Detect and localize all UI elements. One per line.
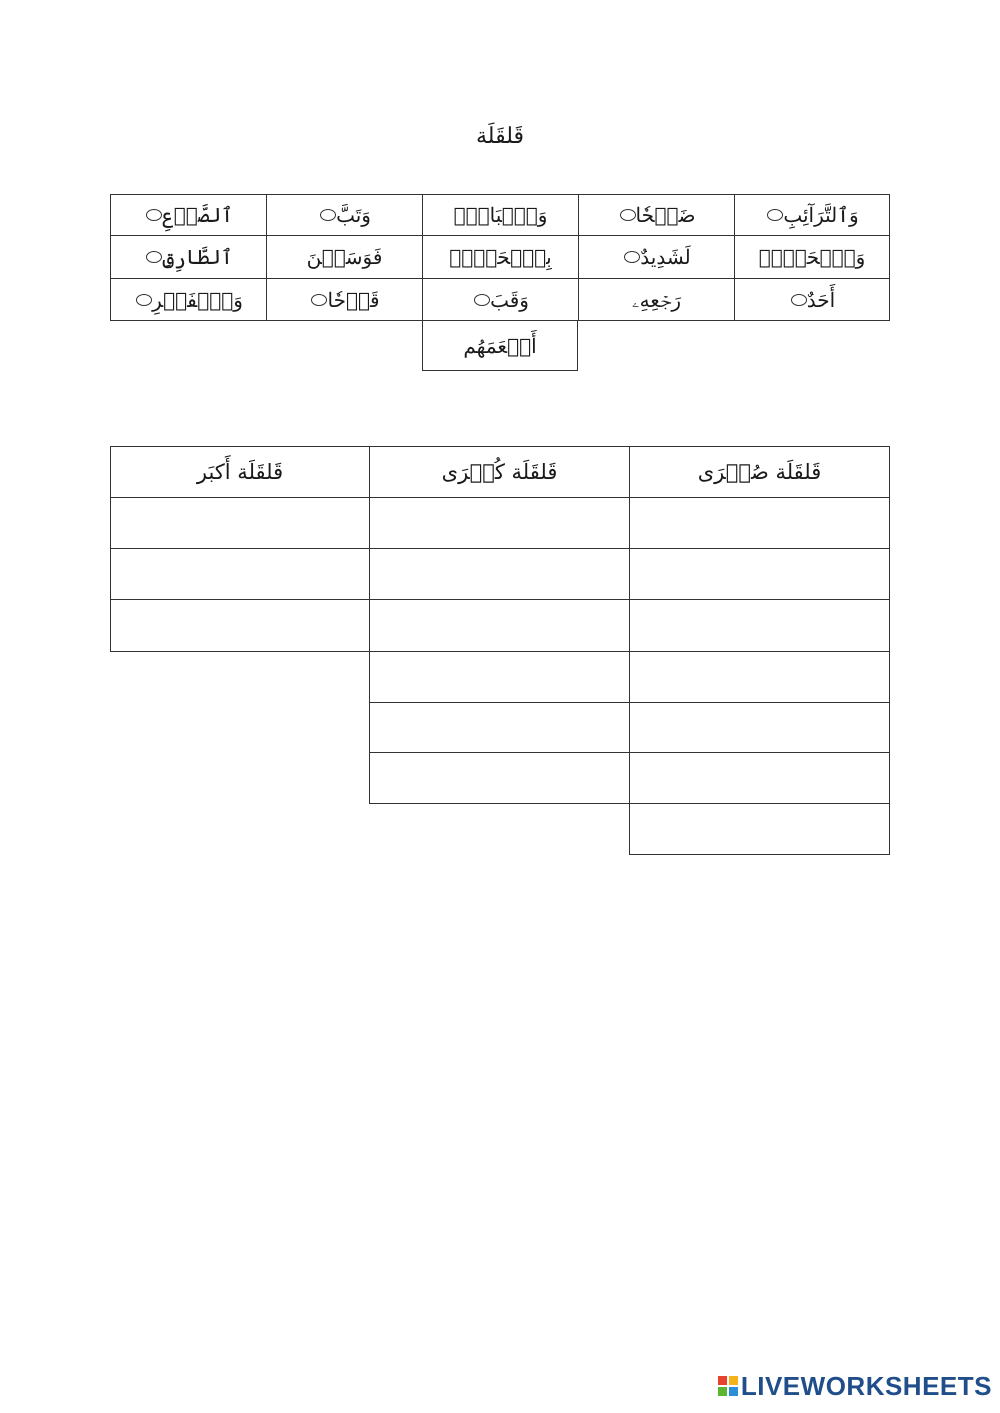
answer-drop-cell[interactable] xyxy=(110,599,370,652)
worksheet-title: قَلقَلَة xyxy=(475,124,524,149)
word-text: وَتَبَّ xyxy=(336,203,371,227)
word-cell xyxy=(578,278,735,321)
answer-drop-cell[interactable] xyxy=(369,651,630,703)
word-cell xyxy=(734,278,890,321)
answer-drop-cell[interactable] xyxy=(369,752,630,804)
answer-drop-cell[interactable] xyxy=(629,752,890,804)
answer-drop-cell[interactable] xyxy=(369,702,630,753)
word-cell xyxy=(422,320,578,371)
answer-drop-cell[interactable] xyxy=(629,651,890,703)
logo-text: LIVEWORKSHEETS xyxy=(740,1370,992,1401)
word-cell xyxy=(578,235,735,279)
word-cell xyxy=(578,194,735,236)
logo-squares-icon xyxy=(718,1376,738,1396)
word-text: وَقَبَ xyxy=(490,287,529,312)
answer-drop-cell[interactable] xyxy=(369,497,630,549)
word-cell xyxy=(110,278,267,321)
word-cell xyxy=(266,235,423,279)
logo-square xyxy=(729,1387,738,1396)
answer-drop-cell[interactable] xyxy=(110,497,370,549)
ayah-end-mark-icon xyxy=(320,209,336,221)
word-text: وَٱلۡفَجۡرِ xyxy=(152,287,243,312)
answer-drop-cell[interactable] xyxy=(369,548,630,600)
word-text: وَٱلتَّرَآئِبِ xyxy=(783,203,859,227)
word-text: ضَبۡحٗا xyxy=(635,203,696,227)
ayah-end-mark-icon xyxy=(146,251,162,263)
answer-drop-cell[interactable] xyxy=(369,599,630,652)
word-text: وَٱلۡحَجِّۚ xyxy=(758,245,866,269)
word-cell xyxy=(110,194,267,236)
word-text: ٱلصَّدۡعِ xyxy=(162,203,233,227)
column-header-sughra: قَلقَلَة صُغۡرَى xyxy=(629,446,890,498)
word-text: فَوَسَطۡنَ xyxy=(306,245,383,269)
liveworksheets-logo xyxy=(718,1371,992,1401)
word-text: أَحَدٌ xyxy=(806,287,836,312)
ayah-end-mark-icon xyxy=(791,294,807,306)
column-header-kubra: قَلقَلَة كُبۡرَى xyxy=(369,446,630,498)
ayah-end-mark-icon xyxy=(311,294,327,306)
ayah-end-mark-icon xyxy=(474,294,490,306)
word-text: وَٱلۡبَادِۚ xyxy=(453,203,548,227)
answer-drop-cell[interactable] xyxy=(629,497,890,549)
word-cell xyxy=(266,194,423,236)
ayah-end-mark-icon xyxy=(624,251,640,263)
word-cell xyxy=(422,194,579,236)
word-cell xyxy=(422,278,579,321)
answer-drop-cell[interactable] xyxy=(629,702,890,753)
logo-square xyxy=(718,1376,727,1385)
ayah-end-mark-icon xyxy=(136,294,152,306)
word-cell xyxy=(110,235,267,279)
word-text: بِٱلۡحَقِّۗ xyxy=(449,245,552,269)
column-header-akbar: قَلقَلَة أَكبَر xyxy=(110,446,370,498)
word-text: أَطۡعَمَهُم xyxy=(463,333,537,358)
ayah-end-mark-icon xyxy=(767,209,783,221)
ayah-end-mark-icon xyxy=(146,209,162,221)
word-text: ٱلطَّارِقِ xyxy=(162,245,233,269)
answer-drop-cell[interactable] xyxy=(629,599,890,652)
word-text: لَشَدِيدٌ xyxy=(640,245,691,269)
word-cell xyxy=(266,278,423,321)
word-text: قَدۡحٗا xyxy=(327,287,380,312)
ayah-end-mark-icon xyxy=(620,209,636,221)
logo-square xyxy=(718,1387,727,1396)
word-cell xyxy=(422,235,579,279)
answer-drop-cell[interactable] xyxy=(629,803,890,855)
logo-square xyxy=(729,1376,738,1385)
answer-drop-cell[interactable] xyxy=(629,548,890,600)
word-cell xyxy=(734,235,890,279)
answer-drop-cell[interactable] xyxy=(110,548,370,600)
word-cell xyxy=(734,194,890,236)
word-text: رَجۡعِهِۦ xyxy=(631,287,682,312)
